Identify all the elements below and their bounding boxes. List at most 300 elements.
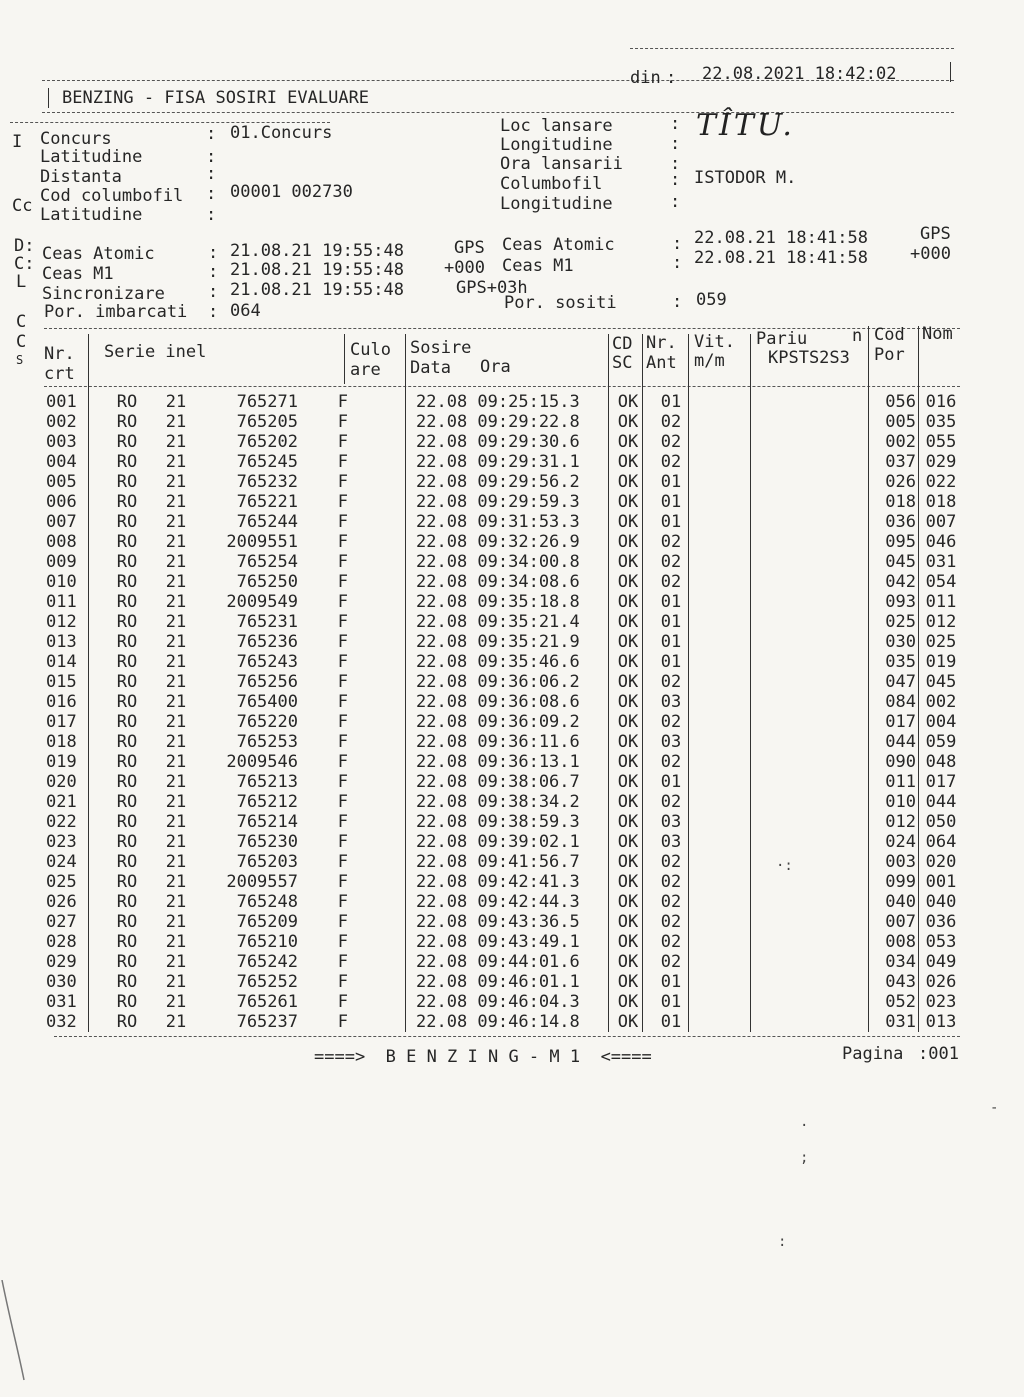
nom: 004 (925, 712, 957, 732)
velocity (696, 632, 756, 652)
sex: F (337, 452, 348, 472)
ring-number: 2009546 (226, 752, 298, 772)
cod-por: 005 (885, 412, 916, 432)
velocity (696, 412, 756, 432)
ant-number: 01 (660, 992, 682, 1012)
nom: 002 (925, 692, 957, 712)
color (348, 1012, 408, 1032)
col-header-pariu: Pariu (756, 329, 808, 349)
sex: F (337, 572, 348, 592)
colon: : (670, 154, 681, 174)
ring-country: RO (116, 932, 138, 952)
pariu (756, 592, 876, 612)
clock-label-ceas-atomic: Ceas Atomic (42, 244, 155, 264)
colon: : (208, 262, 219, 282)
edge-fragment: Cc (12, 196, 33, 216)
nom: 001 (925, 872, 957, 892)
handwritten-location: TÎTU. (696, 108, 795, 143)
table-row (40, 692, 966, 712)
arrival-time: 22.08 09:34:08.6 (416, 572, 580, 592)
cod-por: 011 (885, 772, 916, 792)
info-value-concurs: 01.Concurs (230, 123, 333, 143)
ant-number: 01 (660, 1012, 682, 1032)
cd-status: OK (617, 732, 639, 752)
edge-fragment: C: (14, 254, 35, 274)
nom: 050 (925, 812, 957, 832)
color (348, 852, 408, 872)
ant-number: 01 (660, 772, 682, 792)
row-number: 025 (46, 872, 77, 892)
clock-suffix-gps-right: GPS (920, 224, 951, 244)
ant-number: 02 (660, 872, 682, 892)
arrival-time: 22.08 09:32:26.9 (416, 532, 580, 552)
page-value: :001 (918, 1044, 959, 1064)
row-number: 027 (46, 912, 77, 932)
color (348, 952, 408, 972)
col-header-ora: Ora (480, 357, 511, 377)
ring-number: 765254 (236, 552, 298, 572)
color (348, 892, 408, 912)
nom: 026 (925, 972, 957, 992)
cod-por: 018 (885, 492, 916, 512)
cd-status: OK (617, 592, 639, 612)
colon: : (670, 114, 681, 134)
nom: 020 (925, 852, 957, 872)
pariu (756, 632, 876, 652)
arrival-time: 22.08 09:35:21.9 (416, 632, 580, 652)
colon: : (206, 124, 217, 144)
info-label-longitudine-2: Longitudine (500, 194, 613, 214)
table-row (40, 732, 966, 752)
cod-por: 025 (885, 612, 916, 632)
ring-number: 765242 (236, 952, 298, 972)
pariu (756, 492, 876, 512)
pariu (756, 552, 876, 572)
pariu (756, 412, 876, 432)
ring-country: RO (116, 652, 138, 672)
arrival-time: 22.08 09:39:02.1 (416, 832, 580, 852)
table-row (40, 772, 966, 792)
col-header-nom: Nom (922, 324, 953, 344)
ring-year: 21 (165, 972, 187, 992)
arrival-time: 22.08 09:35:18.8 (416, 592, 580, 612)
table-row (40, 632, 966, 652)
color (348, 492, 408, 512)
cod-por: 093 (885, 592, 916, 612)
cd-status: OK (617, 1012, 639, 1032)
cod-por: 099 (885, 872, 916, 892)
arrival-time: 22.08 09:35:21.4 (416, 612, 580, 632)
info-label-latitudine-2: Latitudine (40, 205, 143, 225)
row-number: 008 (46, 532, 77, 552)
ring-country: RO (116, 1012, 138, 1032)
sex: F (337, 412, 348, 432)
nom: 029 (925, 452, 957, 472)
clock-label-ceas-m1-right: Ceas M1 (502, 256, 574, 276)
arrival-time: 22.08 09:36:09.2 (416, 712, 580, 732)
arrival-time: 22.08 09:36:06.2 (416, 672, 580, 692)
row-number: 004 (46, 452, 77, 472)
ring-country: RO (116, 872, 138, 892)
sex: F (337, 752, 348, 772)
cd-status: OK (617, 652, 639, 672)
pariu (756, 732, 876, 752)
clock-value-ceas-atomic: 21.08.21 19:55:48 (230, 241, 404, 261)
ring-country: RO (116, 732, 138, 752)
header-bottom-border (42, 112, 954, 113)
color (348, 392, 408, 412)
ring-country: RO (116, 912, 138, 932)
colon: : (672, 253, 683, 273)
ring-number: 765220 (236, 712, 298, 732)
cd-status: OK (617, 832, 639, 852)
cd-status: OK (617, 792, 639, 812)
cd-status: OK (617, 752, 639, 772)
cd-status: OK (617, 432, 639, 452)
pariu (756, 1012, 876, 1032)
table-row (40, 452, 966, 472)
velocity (696, 732, 756, 752)
cod-por: 031 (885, 1012, 916, 1032)
color (348, 632, 408, 652)
document-title: BENZING - FISA SOSIRI EVALUARE (62, 88, 370, 108)
colon: : (206, 164, 217, 184)
sex: F (337, 532, 348, 552)
cod-por: 002 (885, 432, 916, 452)
sositi-label: Por. sositi (504, 293, 617, 313)
pariu (756, 832, 876, 852)
arrival-time: 22.08 09:38:59.3 (416, 812, 580, 832)
velocity (696, 972, 756, 992)
ring-year: 21 (165, 532, 187, 552)
table-row (40, 412, 966, 432)
cod-por: 047 (885, 672, 916, 692)
cd-status: OK (617, 672, 639, 692)
row-number: 012 (46, 612, 77, 632)
ring-year: 21 (165, 792, 187, 812)
ring-year: 21 (165, 952, 187, 972)
info-label-loc-lansare: Loc lansare (500, 116, 613, 136)
table-row (40, 592, 966, 612)
clock-value-sincronizare: 21.08.21 19:55:48 (230, 280, 404, 300)
nom: 053 (925, 932, 957, 952)
cd-status: OK (617, 512, 639, 532)
col-header-kps: KPSTS2S3 (768, 348, 850, 368)
velocity (696, 492, 756, 512)
table-row (40, 932, 966, 952)
colon: : (672, 292, 683, 312)
ring-number: 765244 (236, 512, 298, 532)
pariu (756, 812, 876, 832)
velocity (696, 772, 756, 792)
ring-number: 765248 (236, 892, 298, 912)
sex: F (337, 852, 348, 872)
row-number: 016 (46, 692, 77, 712)
cd-status: OK (617, 872, 639, 892)
ant-number: 02 (660, 712, 682, 732)
info-value-columbofil: ISTODOR M. (694, 168, 797, 188)
row-number: 010 (46, 572, 77, 592)
ant-number: 01 (660, 472, 682, 492)
nom: 011 (925, 592, 957, 612)
cod-por: 035 (885, 652, 916, 672)
row-number: 007 (46, 512, 77, 532)
info-label-columbofil: Columbofil (500, 174, 603, 194)
pariu (756, 472, 876, 492)
ring-number: 765212 (236, 792, 298, 812)
row-number: 005 (46, 472, 77, 492)
velocity (696, 712, 756, 732)
stray-mark: ·: (776, 858, 793, 874)
cd-status: OK (617, 412, 639, 432)
table-row (40, 672, 966, 692)
nom: 036 (925, 912, 957, 932)
page-curl-mark (0, 1280, 60, 1390)
ring-year: 21 (165, 512, 187, 532)
table-row (40, 952, 966, 972)
ring-number: 765252 (236, 972, 298, 992)
pariu (756, 932, 876, 952)
cod-por: 044 (885, 732, 916, 752)
velocity (696, 832, 756, 852)
arrival-time: 22.08 09:35:46.6 (416, 652, 580, 672)
ring-number: 2009551 (226, 532, 298, 552)
cod-por: 012 (885, 812, 916, 832)
clock-value-ceas-atomic-right: 22.08.21 18:41:58 (694, 228, 868, 248)
color (348, 612, 408, 632)
velocity (696, 992, 756, 1012)
clock-suffix-gps: GPS (454, 238, 485, 258)
ring-country: RO (116, 552, 138, 572)
ring-number: 765245 (236, 452, 298, 472)
clock-label-ceas-m1: Ceas M1 (42, 264, 114, 284)
clock-suffix-offset: +000 (444, 258, 485, 278)
table-row (40, 492, 966, 512)
nom: 055 (925, 432, 957, 452)
table-row (40, 472, 966, 492)
ring-year: 21 (165, 872, 187, 892)
ring-year: 21 (165, 992, 187, 1012)
cod-por: 036 (885, 512, 916, 532)
table-row (40, 1012, 966, 1032)
cd-status: OK (617, 472, 639, 492)
arrival-time: 22.08 09:46:14.8 (416, 1012, 580, 1032)
velocity (696, 652, 756, 672)
info-label-concurs: Concurs (40, 129, 112, 149)
clock-value-ceas-m1-right: 22.08.21 18:41:58 (694, 248, 868, 268)
table-row (40, 892, 966, 912)
col-header-sosire: Sosire (410, 338, 472, 358)
row-number: 003 (46, 432, 77, 452)
ring-number: 765250 (236, 572, 298, 592)
pariu (756, 392, 876, 412)
ant-number: 01 (660, 592, 682, 612)
ring-year: 21 (165, 1012, 187, 1032)
pariu (756, 792, 876, 812)
clock-value-ceas-m1: 21.08.21 19:55:48 (230, 260, 404, 280)
table-row (40, 652, 966, 672)
ring-country: RO (116, 892, 138, 912)
velocity (696, 552, 756, 572)
edge-fragment: C (16, 312, 27, 332)
ant-number: 01 (660, 652, 682, 672)
ring-number: 2009557 (226, 872, 298, 892)
color (348, 592, 408, 612)
info-value-cod-columbofil: 00001 002730 (230, 182, 353, 202)
footer-banner: ====> B E N Z I N G - M 1 <==== (314, 1047, 652, 1067)
pariu (756, 952, 876, 972)
ring-year: 21 (165, 752, 187, 772)
edge-fragment: C (16, 332, 27, 352)
color (348, 452, 408, 472)
table-row (40, 812, 966, 832)
ring-country: RO (116, 972, 138, 992)
row-number: 026 (46, 892, 77, 912)
stray-mark: : (778, 1234, 787, 1250)
row-number: 013 (46, 632, 77, 652)
pariu (756, 432, 876, 452)
cd-status: OK (617, 612, 639, 632)
velocity (696, 572, 756, 592)
ring-number: 765243 (236, 652, 298, 672)
table-row (40, 612, 966, 632)
nom: 017 (925, 772, 957, 792)
ant-number: 02 (660, 432, 682, 452)
table-row (40, 792, 966, 812)
table-row (40, 432, 966, 452)
ring-year: 21 (165, 392, 187, 412)
velocity (696, 452, 756, 472)
ring-number: 765261 (236, 992, 298, 1012)
sex: F (337, 492, 348, 512)
colon: : (672, 234, 683, 254)
arrival-time: 22.08 09:29:56.2 (416, 472, 580, 492)
pariu (756, 512, 876, 532)
sex: F (337, 712, 348, 732)
colon: : (670, 192, 681, 212)
date-value: 22.08.2021 18:42:02 (702, 64, 897, 84)
colon: : (670, 134, 681, 154)
table-header-top-border (44, 328, 960, 329)
cod-por: 008 (885, 932, 916, 952)
nom: 007 (925, 512, 957, 532)
table-row (40, 872, 966, 892)
ring-country: RO (116, 632, 138, 652)
colon: : (206, 184, 217, 204)
color (348, 912, 408, 932)
col-header-vit: Vit. (694, 332, 735, 352)
color (348, 752, 408, 772)
color (348, 412, 408, 432)
row-number: 009 (46, 552, 77, 572)
arrival-time: 22.08 09:31:53.3 (416, 512, 580, 532)
pariu (756, 692, 876, 712)
cod-por: 007 (885, 912, 916, 932)
ring-number: 765209 (236, 912, 298, 932)
pariu (756, 572, 876, 592)
ring-year: 21 (165, 912, 187, 932)
col-sep (344, 334, 345, 384)
velocity (696, 912, 756, 932)
arrival-time: 22.08 09:29:59.3 (416, 492, 580, 512)
arrival-time: 22.08 09:43:36.5 (416, 912, 580, 932)
nom: 018 (925, 492, 957, 512)
sex: F (337, 512, 348, 532)
ant-number: 01 (660, 972, 682, 992)
ring-number: 765231 (236, 612, 298, 632)
sex: F (337, 632, 348, 652)
velocity (696, 392, 756, 412)
arrival-time: 22.08 09:36:08.6 (416, 692, 580, 712)
cd-status: OK (617, 572, 639, 592)
col-header-por: Por (874, 345, 905, 365)
ring-country: RO (116, 672, 138, 692)
sex: F (337, 992, 348, 1012)
color (348, 432, 408, 452)
ant-number: 02 (660, 792, 682, 812)
ant-number: 03 (660, 812, 682, 832)
col-header-n: n (852, 326, 863, 346)
arrival-time: 22.08 09:42:41.3 (416, 872, 580, 892)
ring-number: 765230 (236, 832, 298, 852)
nom: 023 (925, 992, 957, 1012)
col-header-serie: Serie inel (104, 342, 207, 362)
cd-status: OK (617, 892, 639, 912)
ant-number: 02 (660, 412, 682, 432)
ring-number: 765205 (236, 412, 298, 432)
sositi-value: 059 (696, 290, 727, 310)
cd-status: OK (617, 452, 639, 472)
table-row (40, 992, 966, 1012)
row-number: 020 (46, 772, 77, 792)
nom: 048 (925, 752, 957, 772)
velocity (696, 472, 756, 492)
ant-number: 01 (660, 392, 682, 412)
header-date-top-border (630, 48, 954, 49)
colon: : (208, 282, 219, 302)
sex: F (337, 1012, 348, 1032)
color (348, 792, 408, 812)
nom: 022 (925, 472, 957, 492)
arrival-time: 22.08 09:41:56.7 (416, 852, 580, 872)
ring-country: RO (116, 992, 138, 1012)
sex: F (337, 892, 348, 912)
ring-country: RO (116, 852, 138, 872)
stray-mark: ; (800, 1150, 809, 1166)
col-header-nr-ant: Nr. (646, 333, 677, 353)
nom: 013 (925, 1012, 957, 1032)
cd-status: OK (617, 712, 639, 732)
ring-number: 765232 (236, 472, 298, 492)
ant-number: 02 (660, 932, 682, 952)
info-label-distanta: Distanta (40, 167, 122, 187)
header-right-edge (950, 62, 951, 82)
ant-number: 03 (660, 832, 682, 852)
color (348, 532, 408, 552)
ring-country: RO (116, 532, 138, 552)
arrival-time: 22.08 09:29:31.1 (416, 452, 580, 472)
nom: 045 (925, 672, 957, 692)
pariu (756, 992, 876, 1012)
nom: 012 (925, 612, 957, 632)
row-number: 030 (46, 972, 77, 992)
ring-year: 21 (165, 552, 187, 572)
color (348, 932, 408, 952)
nom: 059 (925, 732, 957, 752)
arrival-time: 22.08 09:25:15.3 (416, 392, 580, 412)
color (348, 972, 408, 992)
velocity (696, 812, 756, 832)
